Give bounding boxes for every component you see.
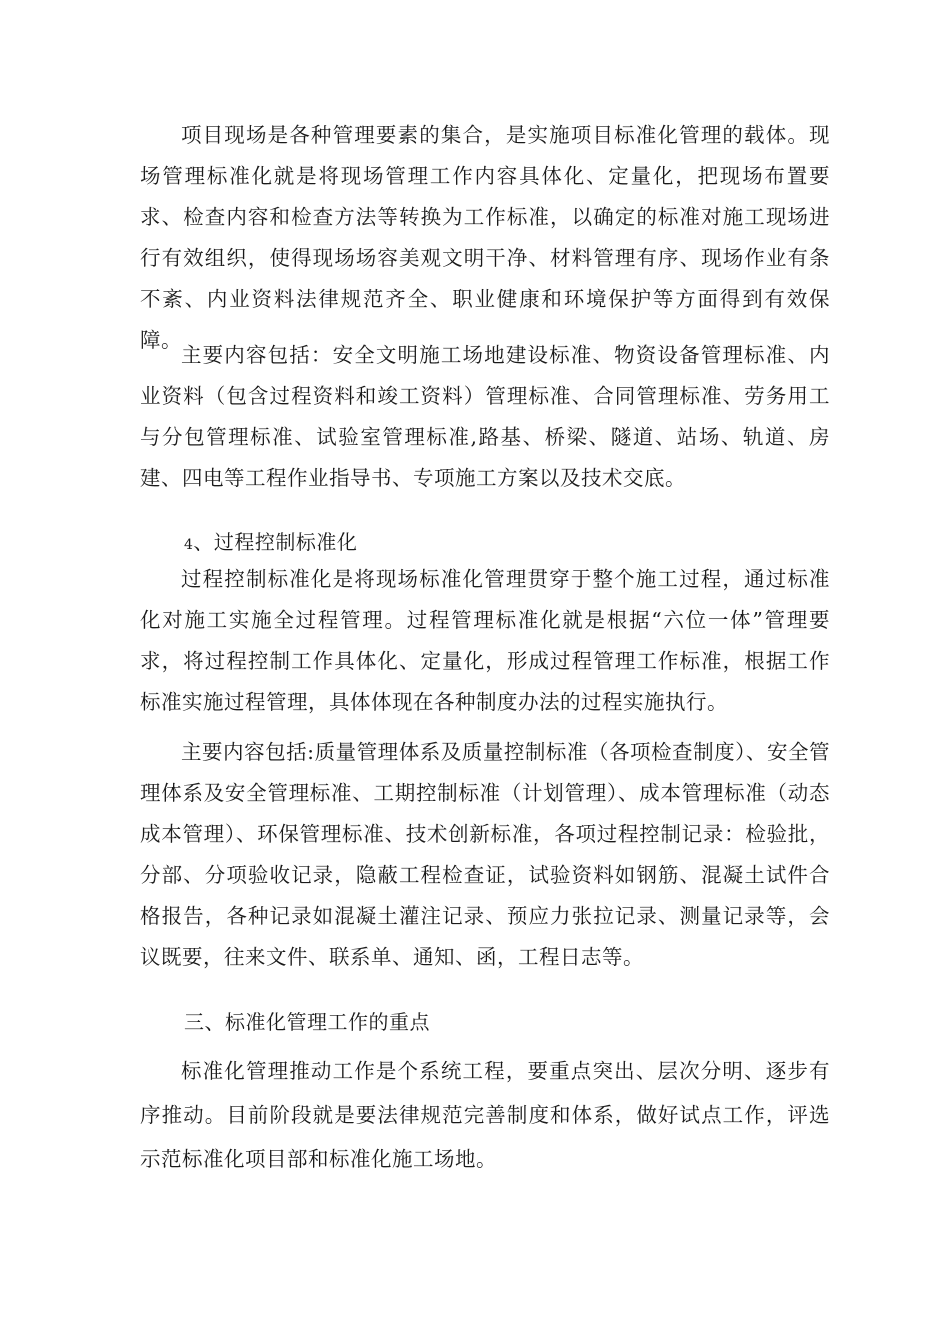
section-title: 、过程控制标准化 bbox=[193, 530, 358, 554]
section-heading-key-points: 三、标准化管理工作的重点 bbox=[184, 1010, 430, 1034]
paragraph-process-main-content: 主要内容包括:质量管理体系及质量控制标准（各项检查制度）、安全管理体系及安全管理标准、工期控制标准（计划管理）、成本管理标准（动态成本管理）、环保管理标准、技术创新标准，各项过程控制记录：检验批，分部、分项验收记录，隐蔽工程检查证，试验资料如钢筋、混凝土试件合格报告，各种记录如混凝土灌注记录、预应力张拉记录、测量记录等，会议既要，往来文件、联系单、通知、函，工程日志等。 bbox=[140, 740, 830, 969]
paragraph-process-control: 过程控制标准化是将现场标准化管理贯穿于整个施工过程，通过标准化对施工实施全过程管理。过程管理标准化就是根据“六位一体”管理要求，将过程控制工作具体化、定量化，形成过程管理工作标准，根据工作标准实施过程管理，具体体现在各种制度办法的过程实施执行。 bbox=[140, 567, 830, 714]
paragraph-site-management: 项目现场是各种管理要素的集合，是实施项目标准化管理的载体。现场管理标准化就是将现场管理工作内容具体化、定量化，把现场布置要求、检查内容和检查方法等转换为工作标准，以确定的标准对施工现场进行有效组织，使得现场场容美观文明干净、材料管理有序、现场作业有条不紊、内业资料法律规范齐全、职业健康和环境保护等方面得到有效保障。 bbox=[140, 123, 830, 352]
section-number: 4 bbox=[184, 537, 194, 553]
section-heading-process-control bbox=[184, 527, 357, 560]
paragraph-key-points: 标准化管理推动工作是个系统工程，要重点突出、层次分明、逐步有序推动。目前阶段就是要法律规范完善制度和体系，做好试点工作，评选示范标准化项目部和标准化施工场地。 bbox=[140, 1059, 830, 1171]
paragraph-site-main-content: 主要内容包括：安全文明施工场地建设标准、物资设备管理标准、内业资料（包含过程资料和竣工资料）管理标准、合同管理标准、劳务用工与分包管理标准、试验室管理标准,路基、桥梁、隧道、站场、轨道、房建、四电等工程作业指导书、专项施工方案以及技术交底。 bbox=[140, 343, 830, 490]
